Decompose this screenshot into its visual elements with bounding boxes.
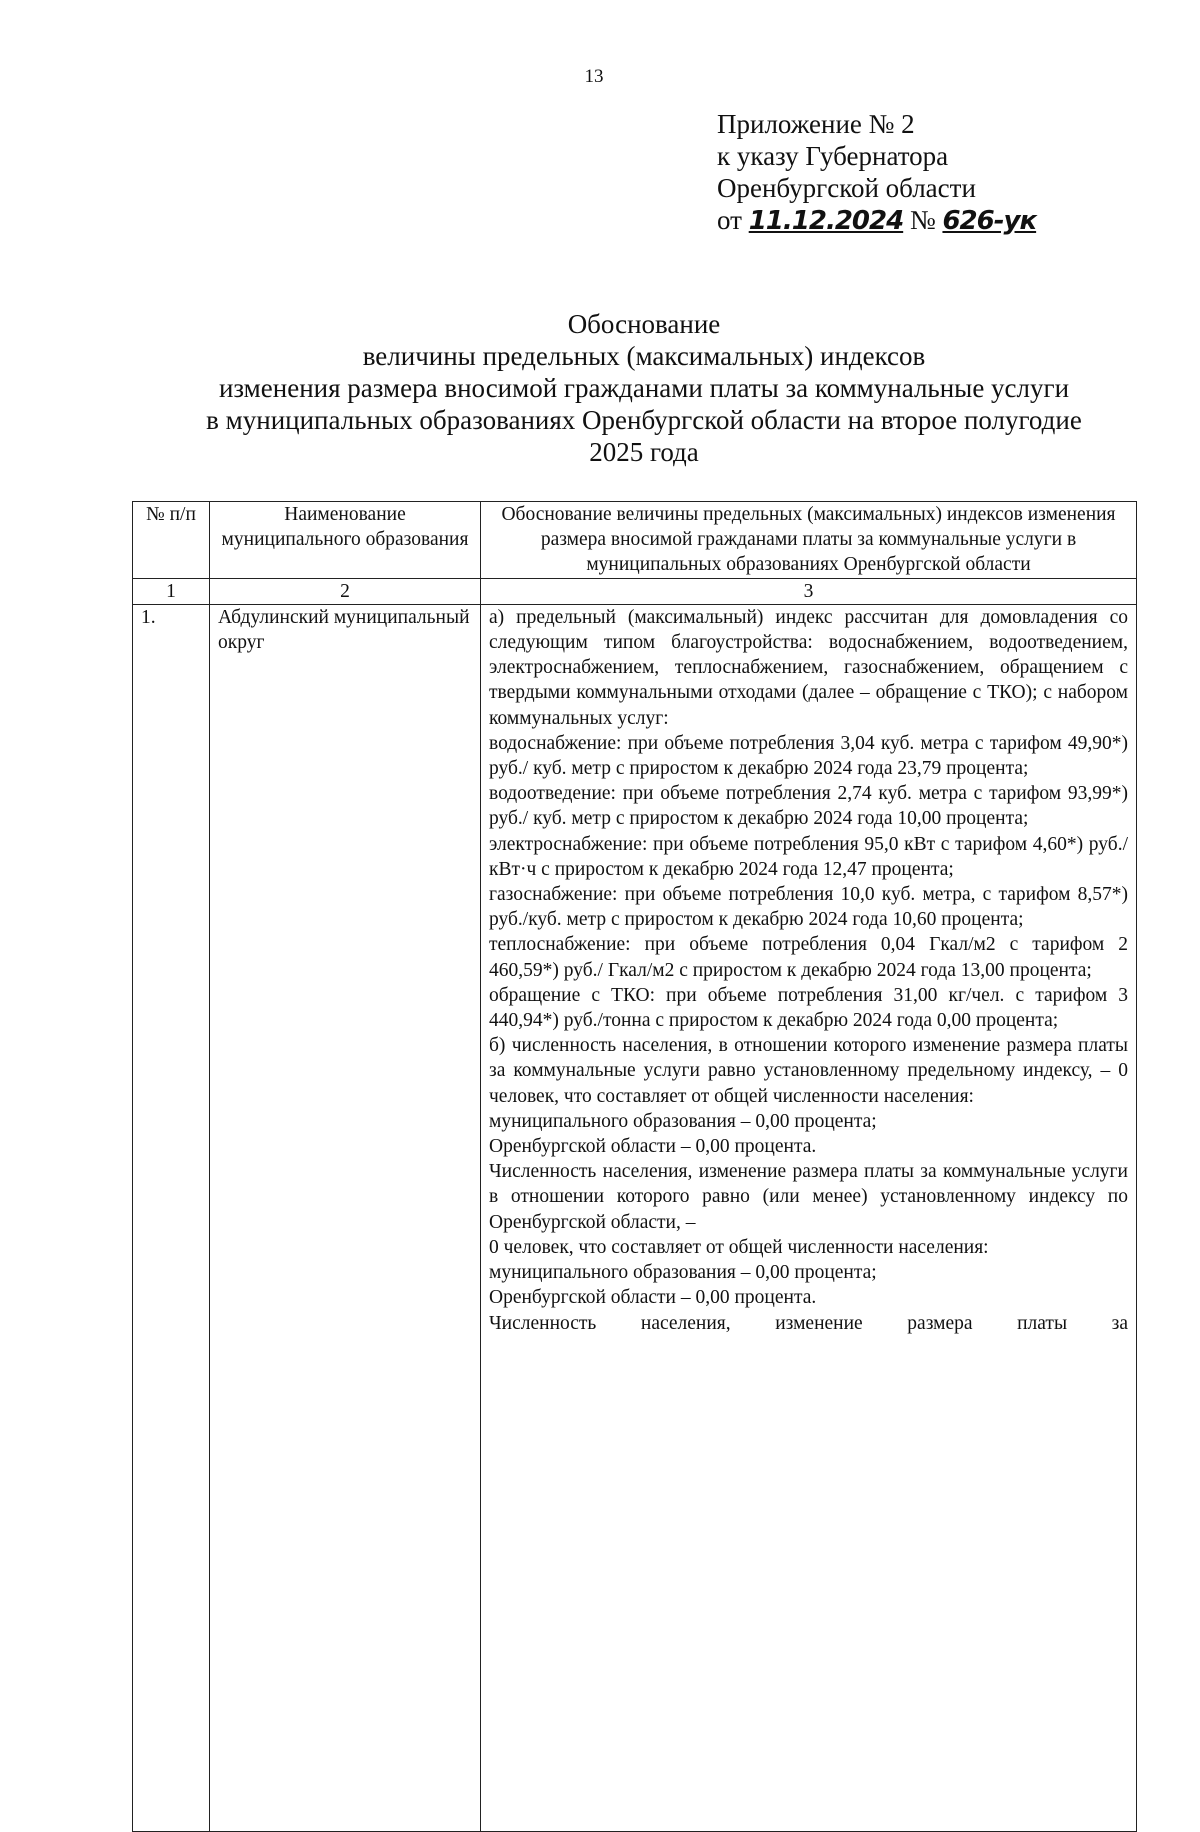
title-line: 2025 года — [589, 437, 699, 467]
document-title — [60, 308, 1200, 468]
justification-paragraph: Численность населения, изменение размера платы за коммунальные услуги в отношении которого равно (или менее) установленному индексу по Оренбургской области, – — [489, 1161, 1128, 1233]
number-label: № — [909, 205, 936, 235]
title-line: в муниципальных образованиях Оренбургской области на второе полугодие — [206, 405, 1082, 435]
page-number: 13 — [584, 66, 604, 87]
title-line: величины предельных (максимальных) индексов — [362, 341, 926, 371]
appendix-header — [717, 108, 1036, 237]
appendix-line: к указу Губернатора — [717, 141, 949, 171]
handwritten-date: 11.12.2024 — [748, 206, 904, 236]
header-justification: Обоснование величины предельных (максимальных) индексов изменения размера вносимой гражданами платы за коммунальные услуги в муниципальных образованиях Оренбургской области — [481, 502, 1137, 579]
title-line: изменения размера вносимой гражданами платы за коммунальные услуги — [218, 373, 1070, 403]
justification-table — [132, 501, 1137, 1832]
justification-paragraph: Оренбургской области – 0,00 процента. — [489, 1136, 817, 1158]
justification-paragraph: Численность населения, изменение размера платы за — [489, 1312, 1128, 1334]
table-row — [133, 604, 1137, 1831]
justification-paragraph: водоснабжение: при объеме потребления 3,04 куб. метра с тарифом 49,90*) руб./ куб. метр с приростом к декабрю 2024 года 23,79 процента; — [489, 732, 1128, 780]
justification-paragraph: муниципального образования – 0,00 процента; — [489, 1110, 877, 1132]
justification-paragraph: а) предельный (максимальный) индекс рассчитан для домовладения со следующим типом благоустройства: водоснабжением, водоотведением, электроснабжением, теплоснабжением, газоснабжением, обращением с твердыми коммунальными отходами (далее – обращение с ТКО); с набором коммунальных услуг: — [489, 606, 1128, 729]
justification-paragraph: обращение с ТКО: при объеме потребления 31,00 кг/чел. с тарифом 3 440,94*) руб./тонна с приростом к декабрю 2024 года 0,00 процента; — [489, 984, 1128, 1032]
column-number: 2 — [210, 578, 481, 604]
justification-paragraph: муниципального образования – 0,00 процента; — [489, 1262, 877, 1284]
justification-paragraph: теплоснабжение: при объеме потребления 0,04 Гкал/м2 с тарифом 2 460,59*) руб./ Гкал/м2 с приростом к декабрю 2024 года 13,00 процента; — [489, 934, 1128, 981]
appendix-line: Оренбургской области — [717, 173, 976, 203]
table-header-row — [133, 502, 1137, 579]
appendix-line: Приложение № 2 — [717, 109, 915, 139]
column-number: 1 — [133, 578, 210, 604]
justification-paragraph: электроснабжение: при объеме потребления 95,0 кВт с тарифом 4,60*) руб./кВт·ч с приростом к декабрю 2024 года 12,47 процента; — [489, 833, 1128, 880]
row-number: 1. — [133, 604, 210, 1831]
header-name: Наименование муниципального образования — [210, 502, 481, 579]
justification-paragraph: водоотведение: при объеме потребления 2,74 куб. метра с тарифом 93,99*) руб./ куб. метр с приростом к декабрю 2024 года 10,00 процента; — [489, 783, 1128, 830]
justification-paragraph: б) численность населения, в отношении которого изменение размера платы за коммунальные услуги равно установленному предельному индексу, – 0 человек, что составляет от общей численности населения: — [489, 1035, 1128, 1107]
handwritten-number: 626-ук — [942, 206, 1037, 236]
justification-paragraph: газоснабжение: при объеме потребления 10,0 куб. метра, с тарифом 8,57*) руб./куб. метр с приростом к декабрю 2024 года 10,60 процента; — [489, 884, 1128, 931]
justification-paragraph: Оренбургской области – 0,00 процента. — [489, 1287, 817, 1309]
from-label: от — [717, 205, 742, 235]
justification-paragraph: 0 человек, что составляет от общей численности населения: — [489, 1236, 989, 1258]
appendix-signature-line — [717, 204, 1036, 237]
column-number: 3 — [481, 578, 1137, 604]
column-number-row — [133, 578, 1137, 604]
title-line: Обоснование — [567, 309, 721, 339]
header-number: № п/п — [133, 502, 210, 579]
row-municipality-name: Абдулинский муниципальный округ — [210, 604, 481, 1831]
row-justification — [481, 604, 1137, 1831]
